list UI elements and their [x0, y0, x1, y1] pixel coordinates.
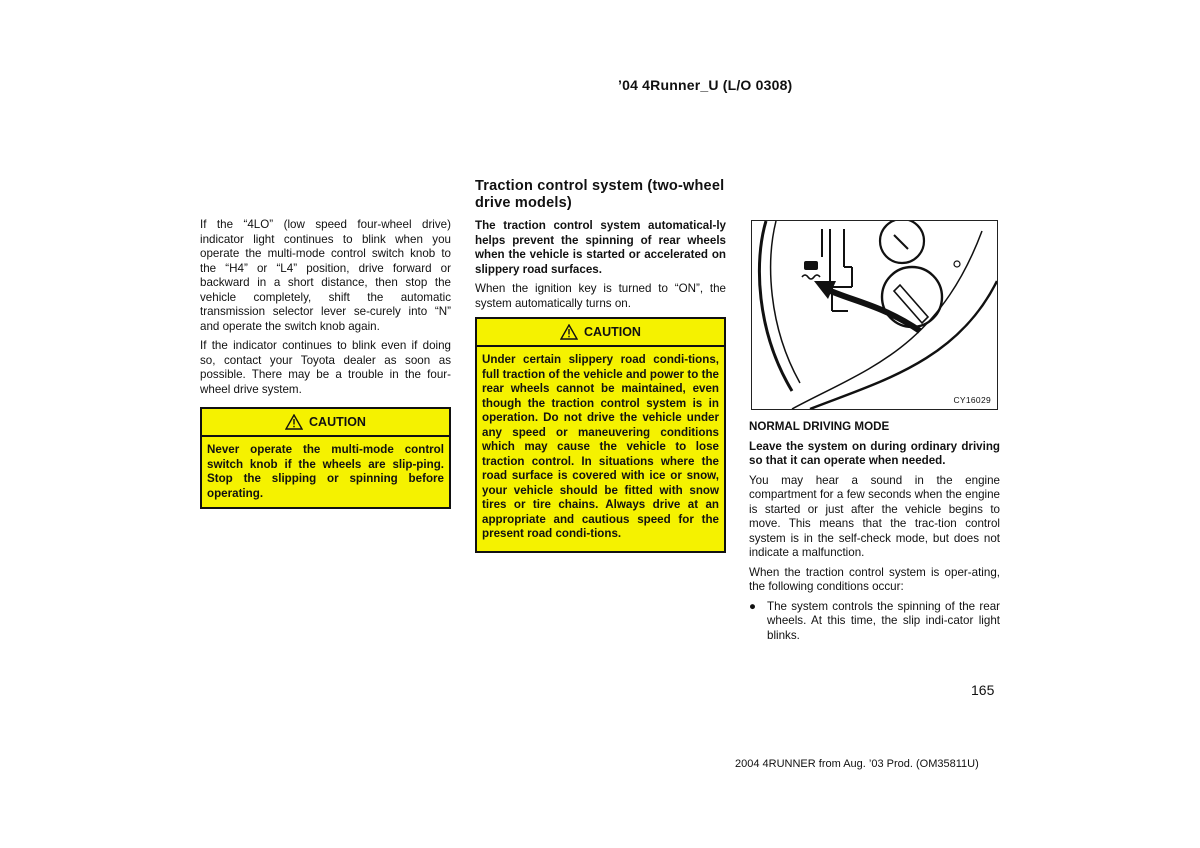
paragraph: You may hear a sound in the engine compartment for a few seconds when the engine is started or just after the vehicle begins to move. This means that the trac-tion control system is in the self-check mode, but does not indicate a malfunction.	[749, 473, 1000, 559]
document-header: ’04 4Runner_U (L/O 0308)	[618, 77, 793, 93]
page-number: 165	[971, 682, 995, 698]
bold-paragraph: Leave the system on during ordinary driving so that it can operate when needed.	[749, 439, 1000, 467]
right-column	[749, 420, 1000, 643]
bullet-dot-icon: ●	[749, 599, 757, 613]
caution-title: CAUTION	[584, 324, 641, 339]
caution-text: Under certain slippery road condi-tions, full traction of the vehicle and power to the rear wheels cannot be maintained, even though the traction control system is in operation. Do not drive the vehicle under any speed or maneuvering conditions which may cause the vehicle to lose traction control. In situations where the road surface is covered with ice or snow, your vehicle should be fitted with snow tires or tire chains. Always drive at an appropriate and cautious speed for the present road condi-tions.	[482, 353, 719, 540]
paragraph: If the indicator continues to blink even if doing so, contact your Toyota dealer as soon as possible. There may be a trouble in the four-wheel drive system.	[200, 339, 451, 396]
caution-header	[477, 319, 724, 347]
paragraph: When the traction control system is oper-ating, the following conditions occur:	[749, 565, 1000, 593]
paragraph: When the ignition key is turned to “ON”, the system automatically turns on.	[475, 282, 726, 310]
caution-text: Never operate the multi-mode control switch knob if the wheels are slip-ping. Stop the slipping or spinning before operating.	[207, 443, 444, 500]
instrument-cluster-illustration	[751, 220, 998, 410]
caution-box	[200, 407, 451, 509]
figure-label: CY16029	[953, 395, 991, 405]
caution-box	[475, 317, 726, 553]
paragraph: If the “4LO” (low speed four-wheel drive) indicator light continues to blink when you operate the multi-mode control switch knob to the “H4” or “L4” position, drive forward or backward in a short distance, then stop the vehicle completely, shift the automatic transmission selector lever se-curely into “N” and operate the switch knob again.	[200, 218, 451, 333]
intro-paragraph: The traction control system automatical-ly helps prevent the spinning of rear wheels when the vehicle is started or accelerated on slippery road surfaces.	[475, 219, 726, 276]
section-title: Traction control system (two-wheel drive models)	[475, 178, 725, 211]
warning-icon	[285, 414, 303, 430]
subheading: NORMAL DRIVING MODE	[749, 420, 890, 433]
gauge-drawing	[752, 221, 997, 409]
caution-header	[202, 409, 449, 437]
document-footer: 2004 4RUNNER from Aug. ’03 Prod. (OM35811U)	[735, 758, 979, 770]
caution-title: CAUTION	[309, 414, 366, 429]
warning-icon	[560, 324, 578, 340]
middle-column	[475, 178, 726, 553]
bullet-text: The system controls the spinning of the rear wheels. At this time, the slip indi-cator light blinks.	[767, 599, 1000, 642]
left-column	[200, 218, 451, 509]
bullet-item	[749, 600, 1000, 644]
